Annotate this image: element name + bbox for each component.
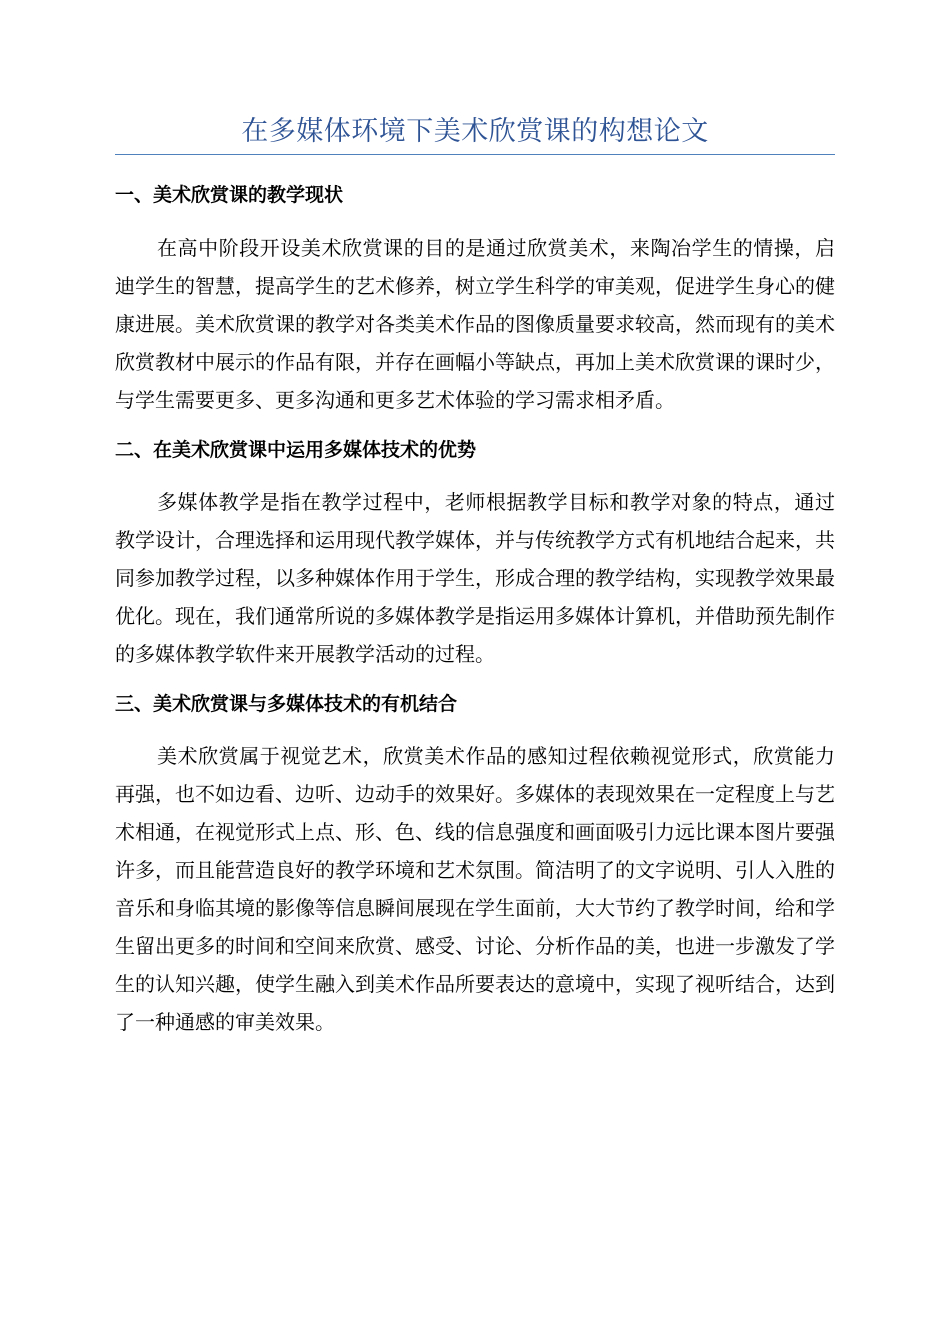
section-paragraph-1: 在高中阶段开设美术欣赏课的目的是通过欣赏美术，来陶冶学生的情操，启迪学生的智慧，提高学生的艺术修养，树立学生科学的审美观，促进学生身心的健康进展。美术欣赏课的教学对各类美术作品的图像质量要求较高，然而现有的美术欣赏教材中展示的作品有限，并存在画幅小等缺点，再加上美术欣赏课的课时少，与学生需要更多、更多沟通和更多艺术体验的学习需求相矛盾。 xyxy=(115,236,835,412)
section-paragraph-3: 美术欣赏属于视觉艺术，欣赏美术作品的感知过程依赖视觉形式，欣赏能力再强，也不如边看、边听、边动手的效果好。多媒体的表现效果在一定程度上与艺术相通，在视觉形式上点、形、色、线的信息强度和画面吸引力远比课本图片要强许多，而且能营造良好的教学环境和艺术氛围。简洁明了的文字说明、引人入胜的音乐和身临其境的影像等信息瞬间展现在学生面前，大大节约了教学时间，给和学生留出更多的时间和空间来欣赏、感受、讨论、分析作品的美，也进一步激发了学生的认知兴趣，使学生融入到美术作品所要表达的意境中，实现了视听结合，达到了一种通感的审美效果。 xyxy=(115,744,835,1034)
document-content xyxy=(115,112,835,1041)
document-title: 在多媒体环境下美术欣赏课的构想论文 xyxy=(241,116,709,147)
section-heading-3: 三、美术欣赏课与多媒体技术的有机结合 xyxy=(115,693,458,715)
section-heading-1: 一、美术欣赏课的教学现状 xyxy=(115,184,344,206)
title-underline xyxy=(115,154,835,155)
section-paragraph-2: 多媒体教学是指在教学过程中，老师根据教学目标和教学对象的特点，通过教学设计，合理选择和运用现代教学媒体，并与传统教学方式有机地结合起来，共同参加教学过程，以多种媒体作用于学生，形成合理的教学结构，实现教学效果最优化。现在，我们通常所说的多媒体教学是指运用多媒体计算机，并借助预先制作的多媒体教学软件来开展教学活动的过程。 xyxy=(115,490,835,666)
section-heading-2: 二、在美术欣赏课中运用多媒体技术的优势 xyxy=(115,439,477,461)
